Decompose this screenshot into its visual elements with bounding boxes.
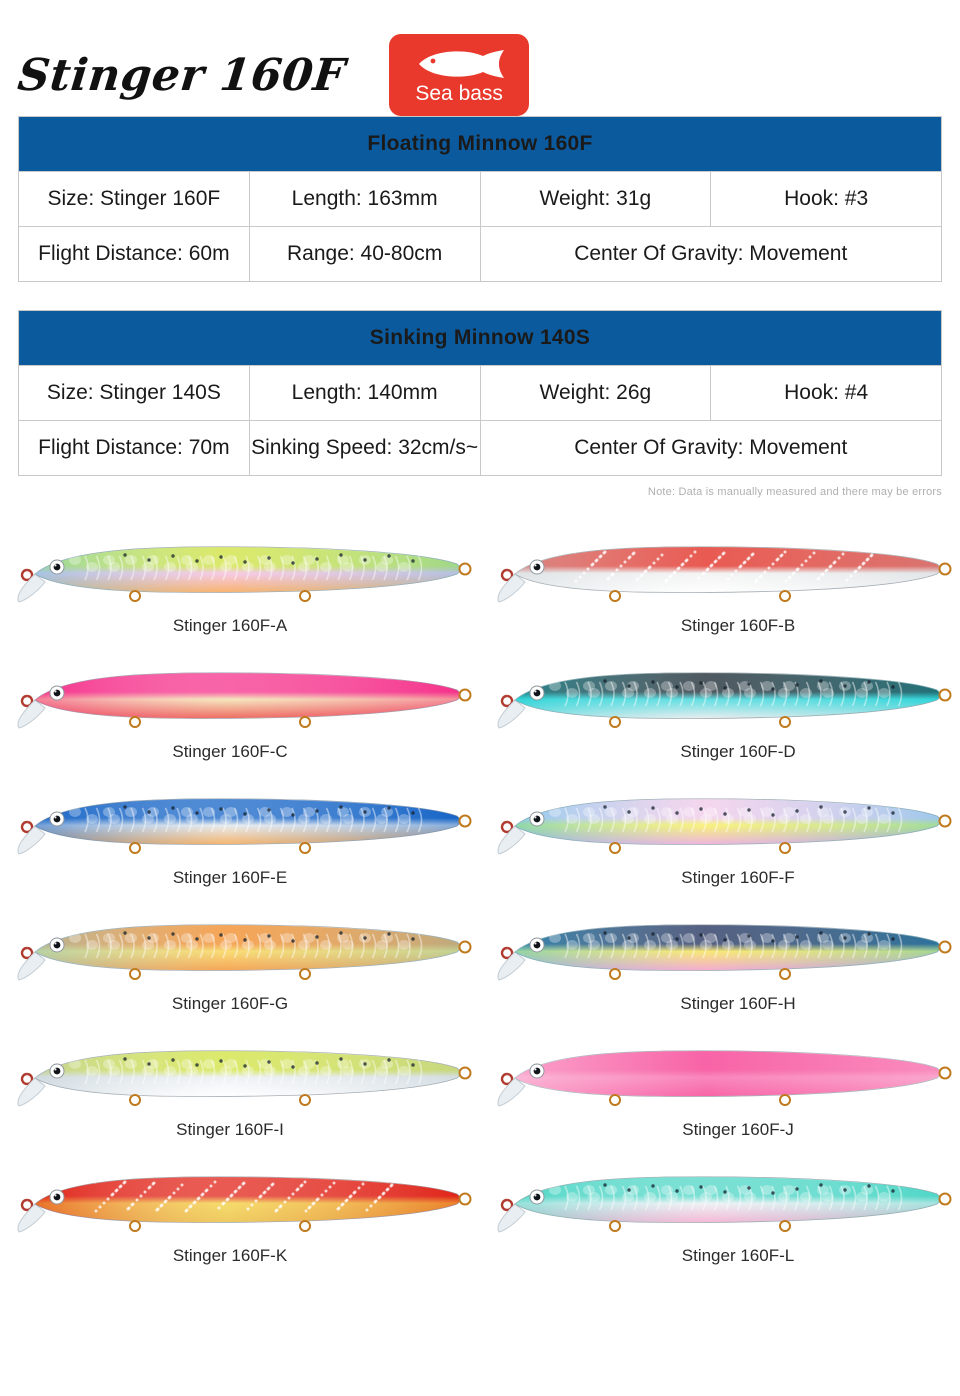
lure-caption: Stinger 160F-I bbox=[176, 1120, 284, 1139]
lure-image bbox=[480, 786, 960, 864]
lure-image bbox=[0, 912, 480, 990]
lure-item[interactable] bbox=[0, 660, 480, 786]
lure-caption: Stinger 160F-E bbox=[172, 868, 288, 887]
measurement-note: Note: Data is manually measured and there may be errors bbox=[647, 486, 942, 498]
spec-size: Size: Stinger 160F bbox=[19, 172, 250, 227]
lure-caption: Stinger 160F-B bbox=[680, 616, 796, 635]
lure-image bbox=[0, 534, 480, 612]
spec-range: Range: 40-80cm bbox=[249, 227, 480, 282]
spec-flight-distance: Flight Distance: 60m bbox=[19, 227, 250, 282]
lure-image bbox=[480, 1164, 960, 1242]
spec-hook: Hook: #4 bbox=[711, 366, 942, 421]
lure-image bbox=[0, 660, 480, 738]
lure-item[interactable] bbox=[0, 1038, 480, 1164]
lure-body bbox=[5, 534, 475, 612]
spec-length: Length: 140mm bbox=[249, 366, 480, 421]
lure-item[interactable] bbox=[0, 912, 480, 1038]
lure-body bbox=[5, 660, 475, 738]
lure-item[interactable] bbox=[0, 1164, 480, 1290]
spec-weight: Weight: 26g bbox=[480, 366, 711, 421]
lure-image bbox=[480, 534, 960, 612]
lure-image bbox=[480, 1038, 960, 1116]
spec-center-of-gravity: Center Of Gravity: Movement bbox=[480, 421, 942, 476]
lure-item[interactable] bbox=[480, 1164, 960, 1290]
lure-body bbox=[5, 1038, 475, 1116]
spec-weight: Weight: 31g bbox=[480, 172, 711, 227]
spec-hook: Hook: #3 bbox=[711, 172, 942, 227]
lure-item[interactable] bbox=[0, 786, 480, 912]
table-row bbox=[19, 421, 942, 476]
lure-body bbox=[485, 1164, 955, 1242]
lure-body bbox=[485, 660, 955, 738]
lure-body bbox=[5, 1164, 475, 1242]
lure-caption: Stinger 160F-L bbox=[681, 1246, 795, 1265]
spec-length: Length: 163mm bbox=[249, 172, 480, 227]
lure-body bbox=[5, 912, 475, 990]
spec-table-title: Floating Minnow 160F bbox=[19, 117, 942, 172]
lure-item[interactable] bbox=[480, 1038, 960, 1164]
lure-body bbox=[5, 786, 475, 864]
page-header bbox=[0, 0, 960, 116]
page-title: Stinger 160F bbox=[15, 49, 348, 101]
lure-caption: Stinger 160F-F bbox=[681, 868, 795, 887]
species-badge-label: Sea bass bbox=[415, 81, 503, 105]
spec-size: Size: Stinger 140S bbox=[19, 366, 250, 421]
lure-item[interactable] bbox=[480, 912, 960, 1038]
lure-body bbox=[485, 912, 955, 990]
spec-table-sinking bbox=[18, 310, 942, 476]
table-row bbox=[19, 172, 942, 227]
lure-body bbox=[485, 1038, 955, 1116]
lure-caption: Stinger 160F-H bbox=[680, 994, 796, 1013]
lure-item[interactable] bbox=[480, 534, 960, 660]
lure-body bbox=[485, 534, 955, 612]
lure-caption: Stinger 160F-J bbox=[682, 1120, 794, 1139]
spec-table-title: Sinking Minnow 140S bbox=[19, 311, 942, 366]
lure-item[interactable] bbox=[480, 786, 960, 912]
lure-image bbox=[0, 786, 480, 864]
lure-image bbox=[0, 1164, 480, 1242]
lure-gallery bbox=[0, 534, 960, 1290]
spec-table-floating bbox=[18, 116, 942, 282]
table-row bbox=[19, 366, 942, 421]
lure-item[interactable] bbox=[0, 534, 480, 660]
lure-caption: Stinger 160F-K bbox=[172, 1246, 288, 1265]
lure-item[interactable] bbox=[480, 660, 960, 786]
spec-flight-distance: Flight Distance: 70m bbox=[19, 421, 250, 476]
lure-image bbox=[480, 660, 960, 738]
spec-sinking-speed: Sinking Speed: 32cm/s~ bbox=[249, 421, 480, 476]
fish-icon bbox=[411, 46, 507, 82]
table-row bbox=[19, 227, 942, 282]
lure-caption: Stinger 160F-A bbox=[172, 616, 288, 635]
lure-body bbox=[485, 786, 955, 864]
spec-center-of-gravity: Center Of Gravity: Movement bbox=[480, 227, 942, 282]
lure-caption: Stinger 160F-D bbox=[680, 742, 796, 761]
lure-caption: Stinger 160F-C bbox=[172, 742, 288, 761]
lure-caption: Stinger 160F-G bbox=[171, 994, 289, 1013]
lure-image bbox=[480, 912, 960, 990]
lure-image bbox=[0, 1038, 480, 1116]
species-badge bbox=[389, 34, 529, 116]
